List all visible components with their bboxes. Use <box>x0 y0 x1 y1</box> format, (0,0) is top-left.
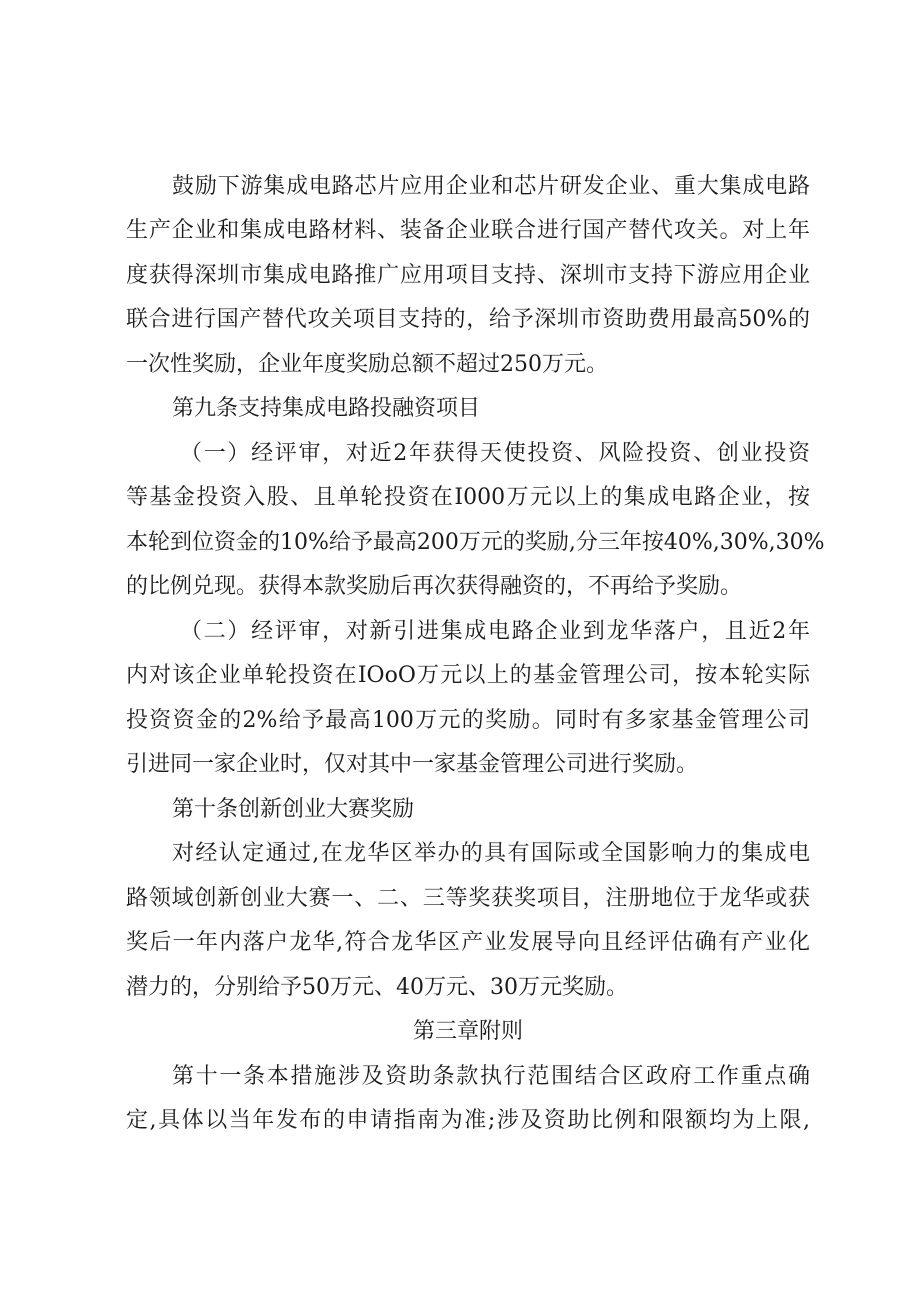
article-11-line-2: 定,具体以当年发布的申请指南为准;涉及资助比例和限额均为上限, <box>126 1108 810 1133</box>
article-9-item-1-line-2: 等基金投资入股、且单轮投资在I000万元以上的集成电路企业，按 <box>126 485 810 510</box>
article-10-title: 第十条创新创业大赛奖励 <box>172 797 415 822</box>
article-10-line-4: 潜力的，分别给予50万元、40万元、30万元奖励。 <box>126 975 628 1000</box>
paragraph-1-line-1: 鼓励下游集成电路芯片应用企业和芯片研发企业、重大集成电路 <box>172 174 810 199</box>
article-9-item-2-line-1: （二）经评审，对新引进集成电路企业到龙华落户，且近2年 <box>180 619 810 644</box>
paragraph-1-line-5: 一次性奖励，企业年度奖励总额不超过250万元。 <box>126 352 608 377</box>
paragraph-1-line-2: 生产企业和集成电路材料、装备企业联合进行国产替代攻关。对上年 <box>126 218 810 243</box>
article-9-item-1-line-4: 的比例兑现。获得本款奖励后再次获得融资的，不再给予奖励。 <box>126 574 743 599</box>
paragraph-1-line-4: 联合进行国产替代攻关项目支持的，给予深圳市资助费用最高50%的 <box>126 307 810 332</box>
article-10-line-1: 对经认定通过,在龙华区举办的具有国际或全国影响力的集成电 <box>172 841 810 866</box>
article-9-item-1-line-3: 本轮到位资金的10%给予最高200万元的奖励,分三年按40%,30%,30% <box>126 530 825 555</box>
article-11-line-1: 第十一条本措施涉及资助条款执行范围结合区政府工作重点确 <box>172 1064 810 1089</box>
article-9-title: 第九条支持集成电路投融资项目 <box>172 396 481 421</box>
article-9-item-2-line-2: 内对该企业单轮投资在IOoO万元以上的基金管理公司，按本轮实际 <box>126 663 810 688</box>
article-10-line-2: 路领域创新创业大赛一、二、三等奖获奖项目，注册地位于龙华或获 <box>126 886 810 911</box>
article-9-item-1-line-1: （一）经评审，对近2年获得天使投资、风险投资、创业投资 <box>180 441 810 466</box>
article-9-item-2-line-4: 引进同一家企业时，仅对其中一家基金管理公司进行奖励。 <box>126 752 699 777</box>
article-10-line-3: 奖后一年内落户龙华,符合龙华区产业发展导向且经评估确有产业化 <box>126 930 810 955</box>
chapter-3-title: 第三章附则 <box>412 1019 523 1044</box>
article-9-item-2-line-3: 投资资金的2%给予最高100万元的奖励。同时有多家基金管理公司 <box>126 708 810 733</box>
paragraph-1-line-3: 度获得深圳市集成电路推广应用项目支持、深圳市支持下游应用企业 <box>126 263 810 288</box>
